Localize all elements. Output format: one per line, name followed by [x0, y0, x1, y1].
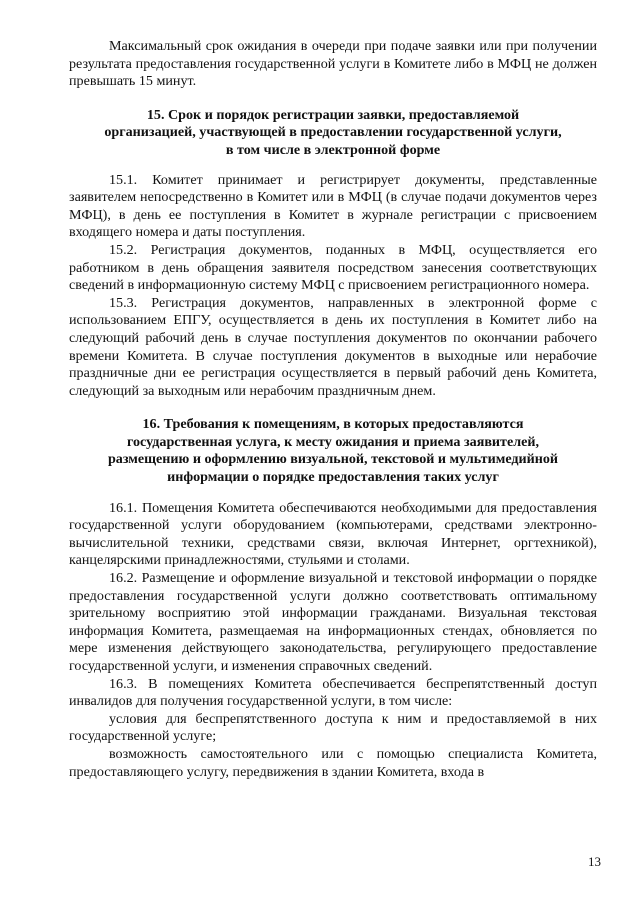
- section-15-heading: [69, 107, 597, 160]
- intro-paragraph: Максимальный срок ожидания в очереди при подаче заявки или при получении результата предоставления государственной услуги в Комитете либо в МФЦ не должен превышать 15 минут.: [69, 38, 597, 90]
- section-16-heading: [69, 416, 597, 486]
- heading-line: организацией, участвующей в предоставлении государственной услуги,: [104, 124, 562, 141]
- heading-line: 15. Срок и порядок регистрации заявки, предоставляемой: [146, 106, 520, 123]
- heading-line: в том числе в электронной форме: [225, 141, 441, 158]
- paragraph-16-2: 16.2. Размещение и оформление визуальной и текстовой информации о порядке предоставления государственной услуги должно соответствовать оптимальному зрительному восприятию этой информации гражданами. Визуальная текстовая информация Комитета, размещаемая на информационных стендах, обновляется по мере изменения действующего законодательства, регулирующего предоставление государственной услуги, и изменения справочных сведений.: [69, 570, 597, 674]
- page-number: 13: [588, 854, 601, 869]
- paragraph-15-2: 15.2. Регистрация документов, поданных в МФЦ, осуществляется его работником в день обращения заявителя посредством занесения соответствующих сведений в информационную систему МФЦ с присвоением регистрационного номера.: [69, 241, 597, 294]
- paragraph-16-3-access-conditions: условия для беспрепятственного доступа к ним и предоставляемой в них государственной услуге;: [69, 710, 597, 745]
- paragraph-16-3: 16.3. В помещениях Комитета обеспечивается беспрепятственный доступ инвалидов для получения государственной услуги, в том числе:: [69, 675, 597, 710]
- heading-line: государственная услуга, к месту ожидания и приема заявителей,: [126, 433, 540, 450]
- paragraph-16-1: 16.1. Помещения Комитета обеспечиваются необходимыми для предоставления государственной услуги оборудованием (компьютерами, средствами электронно-вычислительной техники, средствами связи, включая Интернет, оргтехникой), канцелярскими принадлежностями, стульями и столами.: [69, 499, 597, 569]
- paragraph-16-3-movement: возможность самостоятельного или с помощью специалиста Комитета, предоставляющего услугу, передвижения в здании Комитета, входа в: [69, 745, 597, 780]
- paragraph-15-1: 15.1. Комитет принимает и регистрирует документы, представленные заявителем непосредственно в Комитет или в МФЦ (в случае подачи документов через МФЦ), в день ее поступления в Комитет в журнале регистрации с присвоением входящего номера и даты поступления.: [69, 171, 597, 241]
- heading-line: размещению и оформлению визуальной, текстовой и мультимедийной: [107, 451, 559, 468]
- paragraph-15-3: 15.3. Регистрация документов, направленных в электронной форме с использованием ЕПГУ, осуществляется в день их поступления в Комитет либо на следующий рабочий день в случае поступления документов по окончании рабочего времени Комитета. В случае поступления документов в выходные или нерабочие праздничные дни ее регистрация осуществляется в первый рабочий день Комитета, следующий за выходным или нерабочим праздничным днем.: [69, 294, 597, 399]
- heading-line: информации о порядке предоставления таких услуг: [167, 469, 499, 486]
- heading-line: 16. Требования к помещениям, в которых предоставляются: [142, 416, 524, 433]
